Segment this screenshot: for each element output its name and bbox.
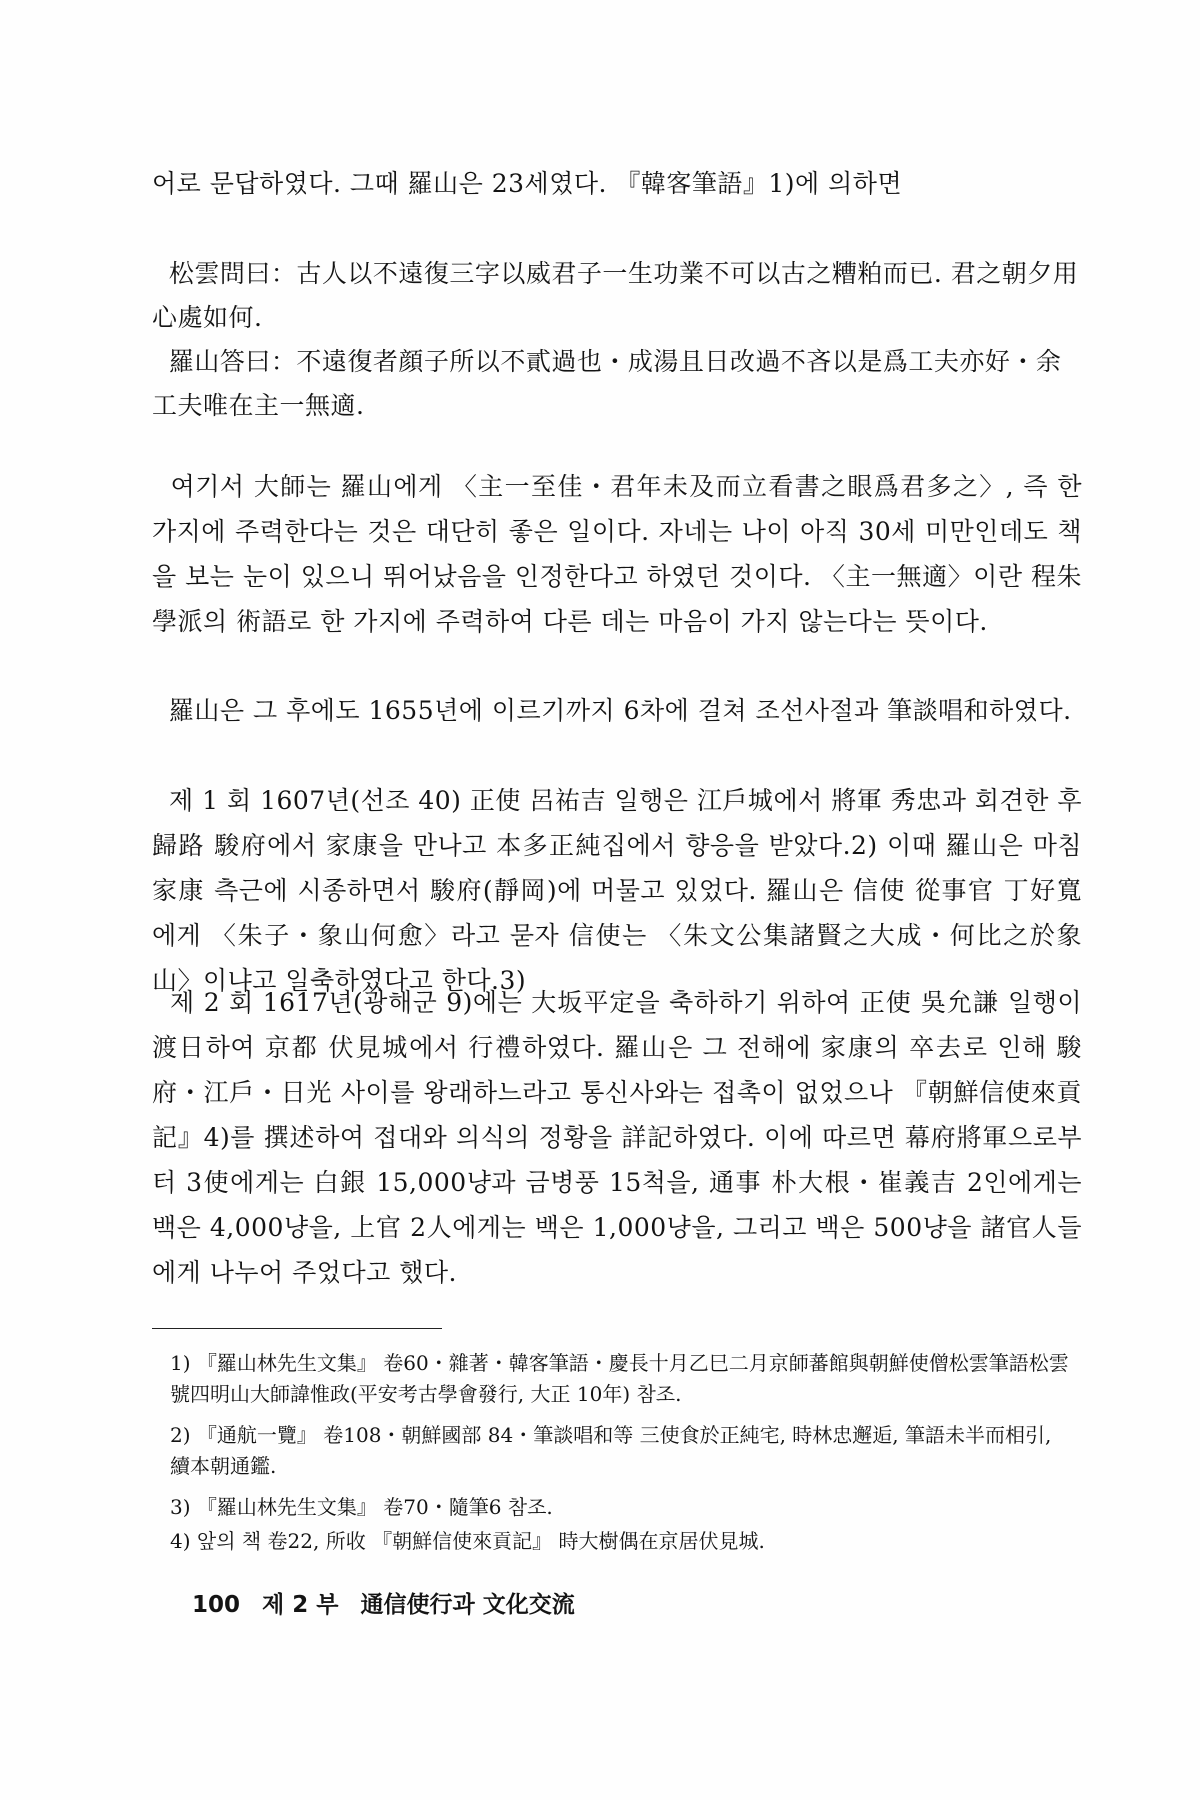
body-paragraph: 제 1 회 1607년(선조 40) 正使 呂祐吉 일행은 江戶城에서 將軍 秀忠과 회견한 후 歸路 駿府에서 家康을 만나고 本多正純집에서 향응을 받았다.2) 이때 羅山은 마침 家康 측근에 시종하면서 駿府(靜岡)에 머물고 있었다. 羅山은 信使 從事官 丁好寬에게 〈朱子・象山何愈〉라고 묻자 信使는 〈朱文公集諸賢之大成・何比之於象山〉이냐고 일축하였다고 한다.3) — [152, 786, 1091, 995]
part-label: 제 2 부 — [262, 1592, 339, 1618]
body-paragraph: 羅山은 그 후에도 1655년에 이르기까지 6차에 걸쳐 조선사절과 筆談唱和하였다. — [152, 696, 1072, 725]
footnote-1: 1) 『羅山林先生文集』 卷60・雜著・韓客筆語・慶長十月乙巳二月京師蕃館與朝鮮使僧松雲筆語松雲號四明山大師諱惟政(平安考古學會發行, 大正 10年) 참조. — [170, 1351, 1069, 1406]
footnote-3: 3) 『羅山林先生文集』 卷70・隨筆6 참조. — [170, 1495, 553, 1519]
footnote-4: 4) 앞의 책 卷22, 所收 『朝鮮信使來貢記』 時大樹偶在京居伏見城. — [170, 1529, 765, 1553]
body-paragraph: 여기서 大師는 羅山에게 〈主一至佳・君年未及而立看書之眼爲君多之〉, 즉 한 가지에 주력한다는 것은 대단히 좋은 일이다. 자네는 나이 아직 30세 미만인데도 책을 보는 눈이 있으니 뛰어났음을 인정한다고 하였던 것이다. 〈主一無適〉이란 程朱學派의 術語로 한 가지에 주력하여 다른 데는 마음이 가지 않는다는 뜻이다. — [152, 472, 1091, 636]
quote-songun-question: 松雲問曰：古人以不遠復三字以威君子一生功業不可以古之糟粕而已. 君之朝夕用心處如何. — [152, 259, 1079, 332]
section-title: 通信使行과 文化交流 — [360, 1592, 575, 1618]
intro-line: 어로 문답하였다. 그때 羅山은 23세였다. 『韓客筆語』1)에 의하면 — [152, 169, 903, 198]
quote-razan-answer: 羅山答曰：不遠復者顔子所以不貳過也・成湯且日改過不吝以是爲工夫亦好・余工夫唯在主一無適. — [152, 347, 1062, 420]
page-number: 100 — [192, 1592, 241, 1618]
footnote-divider — [152, 1328, 442, 1329]
footnote-2: 2) 『通航一覽』 卷108・朝鮮國部 84・筆談唱和等 三使食於正純宅, 時林忠邂逅, 筆語未半而相引, 續本朝通鑑. — [170, 1423, 1058, 1478]
body-paragraph: 제 2 회 1617년(광해군 9)에는 大坂平定을 축하하기 위하여 正使 吳允謙 일행이 渡日하여 京都 伏見城에서 行禮하였다. 羅山은 그 전해에 家康의 卒去로 인해 駿府・江戶・日光 사이를 왕래하느라고 통신사와는 접촉이 없었으나 『朝鮮信使來貢記』4)를 撰述하여 접대와 의식의 정황을 詳記하였다. 이에 따르면 幕府將軍으로부터 3使에게는 白銀 15,000냥과 금병풍 15척을, 通事 朴大根・崔義吉 2인에게는 백은 4,000냥을, 上官 2人에게는 백은 1,000냥을, 그리고 백은 500냥을 諸官人들에게 나누어 주었다고 했다. — [152, 988, 1091, 1287]
page-footer — [192, 1590, 597, 1620]
